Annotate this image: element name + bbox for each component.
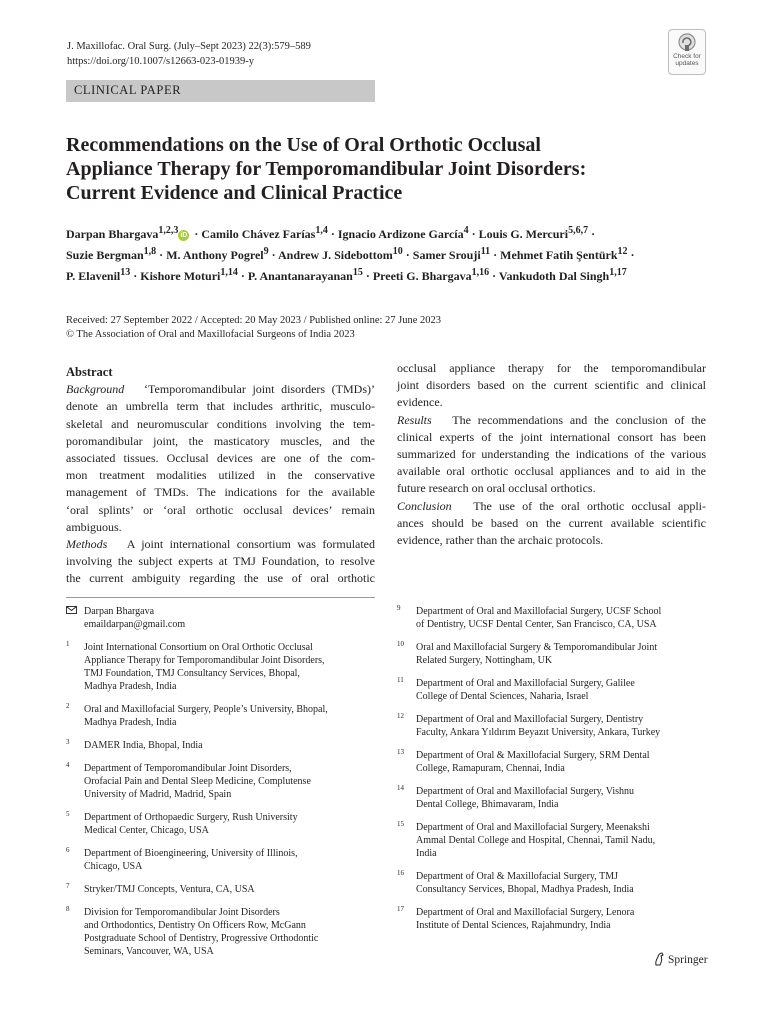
affiliation-line: Dental College, Bhimavaram, India [416, 799, 559, 810]
author-affiliation-sup: 1,8 [143, 246, 157, 257]
author-name[interactable]: Preeti G. Bhargava [372, 269, 472, 283]
author-list [66, 222, 706, 285]
affiliation-line: Chicago, USA [84, 861, 143, 872]
author-affiliation-sup: 10 [392, 246, 403, 257]
affiliation-number: 10 [397, 640, 404, 648]
abstract-line: available oral orthotic occlusal appliances and to aid in the [397, 464, 706, 479]
affiliation-line: Oral and Maxillofacial Surgery, People’s University, Bhopal, [84, 704, 328, 715]
affiliation-line: Postgraduate School of Dentistry, Progressive Orthodontic [84, 933, 319, 944]
affiliation-number: 5 [66, 810, 70, 818]
orcid-icon[interactable]: iD [180, 232, 188, 239]
abstract-line: ances should be based on the current available scientific [397, 515, 706, 530]
affiliation-item [66, 883, 375, 896]
affiliation-line: Institute of Dental Sciences, Rajahmundry, India [416, 920, 611, 931]
abstract-right-column [397, 360, 706, 549]
affiliation-line: Joint International Consortium on Oral Orthotic Occlusal [84, 642, 313, 653]
abstract-line: joint disorders based on the current scientific and clinical [397, 378, 706, 393]
publication-dates [66, 314, 441, 342]
affiliations-left [66, 605, 375, 968]
author-affiliation-sup: 1,2,3 [158, 225, 179, 236]
affiliation-line: Department of Oral and Maxillofacial Surgery, Galilee [416, 678, 635, 689]
affiliation-line: Related Surgery, Nottingham, UK [416, 655, 553, 666]
affiliation-line: Madhya Pradesh, India [84, 717, 177, 728]
affiliation-number: 1 [66, 640, 70, 648]
author-affiliation-sup: 1,16 [471, 267, 490, 278]
affiliation-item [397, 713, 706, 739]
affiliation-number: 3 [66, 738, 70, 746]
methods-label: Methods [66, 537, 108, 552]
affiliation-item [397, 870, 706, 896]
affiliation-number: 15 [397, 820, 404, 828]
author-name[interactable]: Vankudoth Dal Singh [498, 269, 610, 283]
affiliation-line: Department of Oral and Maxillofacial Surgery, Lenora [416, 907, 635, 918]
affiliation-line: Department of Oral & Maxillofacial Surgery, SRM Dental [416, 750, 650, 761]
affiliation-line: Department of Oral and Maxillofacial Surgery, Vishnu [416, 786, 635, 797]
affiliation-line: University of Madrid, Madrid, Spain [84, 789, 232, 800]
abstract-line: mon treatment modalities utilized in the conservative [66, 468, 375, 483]
affiliation-line: of Dentistry, UCSF Dental Center, San Francisco, CA, USA [416, 619, 657, 630]
abstract-line: poromandibular joint, the masticatory muscles, and the [66, 433, 375, 448]
abstract-line: involving the subject experts at TMJ Foundation, to resolve [66, 554, 375, 569]
affiliation-line: Ammal Dental College and Hospital, Chennai, Tamil Nadu, [416, 835, 656, 846]
abstract-heading: Abstract [66, 365, 113, 379]
journal-citation: J. Maxillofac. Oral Surg. (July–Sept 2023) 22(3):579–589 [67, 41, 311, 52]
affiliation-number: 4 [66, 761, 70, 769]
affiliation-item [66, 739, 375, 752]
affiliation-number: 13 [397, 748, 404, 756]
affiliations-right [397, 605, 706, 942]
affiliation-line: Department of Oral and Maxillofacial Surgery, UCSF School [416, 606, 662, 617]
abstract-line: clinical experts of the joint international consort has been [397, 429, 706, 444]
affiliation-item [397, 605, 706, 631]
abstract-line: The use of the oral orthotic occlusal appli- [473, 498, 706, 513]
author-affiliation-sup: 1,17 [609, 267, 627, 278]
abstract-line: ambiguous. [66, 519, 122, 534]
section-label: CLINICAL PAPER [74, 83, 182, 97]
affiliation-line: College, Ramapuram, Chennai, India [416, 763, 565, 774]
abstract-line: ‘Temporomandibular joint disorders (TMDs)’ [144, 382, 375, 397]
affiliation-line: Seminars, Vancouver, WA, USA [84, 946, 214, 957]
affiliation-line: Medical Center, Chicago, USA [84, 825, 209, 836]
affiliation-line: Stryker/TMJ Concepts, Ventura, CA, USA [84, 884, 255, 895]
abstract-line: management of TMDs. The indications for the available [66, 485, 375, 500]
author-name[interactable]: Kishore Moturi [140, 269, 221, 283]
results-label: Results [397, 412, 432, 427]
affiliation-line: Division for Temporomandibular Joint Disorders [84, 907, 280, 918]
journal-header [67, 40, 311, 69]
author-name[interactable]: Samer Srouji [412, 248, 481, 262]
abstract-line: ‘oral splints’ or ‘oral orthotic occlusal devices’ remain [66, 502, 375, 517]
affiliation-number: 7 [66, 882, 70, 890]
author-name[interactable]: Andrew J. Sidebottom [277, 248, 393, 262]
abstract-line: future research on oral occlusal orthotics. [397, 481, 596, 496]
affiliation-line: Orofacial Pain and Dental Sleep Medicine, Complutense [84, 776, 311, 787]
affiliation-number: 8 [66, 905, 70, 913]
abstract-line: associated tissues. Occlusal devices are one of the com- [66, 451, 375, 466]
corresponding-author-email[interactable]: emaildarpan@gmail.com [84, 619, 186, 630]
author-name[interactable]: Darpan Bhargava [66, 227, 159, 241]
affiliation-item [397, 906, 706, 932]
affiliation-line: Oral and Maxillofacial Surgery & Temporomandibular Joint [416, 642, 658, 653]
abstract-line: the current ambiguity regarding the use of oral orthotic [66, 571, 375, 586]
author-name[interactable]: M. Anthony Pogrel [166, 248, 264, 262]
author-affiliation-sup: 12 [617, 246, 628, 257]
abstract-line: evidence. [397, 395, 443, 410]
affiliation-line: Department of Oral and Maxillofacial Surgery, Meenakshi [416, 822, 650, 833]
affiliation-item [397, 785, 706, 811]
author-name[interactable]: Camilo Chávez Farías [201, 227, 316, 241]
author-affiliation-sup: 15 [352, 267, 363, 278]
affiliation-item [66, 847, 375, 873]
author-line: P. Elavenil$^{13}$ · Kishore Moturi$^{1,14}$ · P. Anantanarayanan$^{15}$ · Preeti G. Bhargava$^{1,16}$ · Vankudoth Dal Singh$^{1,17}$ [66, 267, 627, 283]
affiliation-line: College of Dental Sciences, Naharia, Israel [416, 691, 589, 702]
springer-horse-icon [653, 952, 665, 966]
author-affiliation-sup: 1,4 [315, 225, 328, 236]
correspondence-block [66, 605, 375, 631]
author-name[interactable]: P. Elavenil [66, 269, 121, 283]
affiliation-line: Department of Oral and Maxillofacial Surgery, Dentistry [416, 714, 644, 725]
abstract-line: skeletal and neuromuscular conditions involving the tem- [66, 416, 375, 431]
affiliation-number: 17 [397, 905, 404, 913]
affiliation-number: 12 [397, 712, 404, 720]
envelope-icon [66, 606, 77, 614]
check-updates-label-1: Check for [673, 53, 701, 60]
affiliation-item [397, 749, 706, 775]
conclusion-label: Conclusion [397, 498, 452, 513]
history-dates: Received: 27 September 2022 / Accepted: 20 May 2023 / Published online: 27 June 2023 [66, 315, 442, 326]
author-affiliation-sup: 9 [263, 246, 269, 257]
abstract-line: A joint international consortium was formulated [126, 537, 376, 552]
publisher-name: Springer [668, 954, 708, 966]
author-name[interactable]: Suzie Bergman [66, 248, 144, 262]
title-line: Appliance Therapy for Temporomandibular Joint Disorders: [66, 158, 587, 180]
affiliation-line: DAMER India, Bhopal, India [84, 740, 203, 751]
corresponding-author-name: Darpan Bhargava [84, 606, 155, 617]
affiliation-item [397, 641, 706, 667]
abstract-line: denote an umbrella term that includes arthritic, musculo- [66, 399, 375, 414]
author-affiliation-sup: 1,14 [220, 267, 238, 278]
affiliation-item [66, 811, 375, 837]
affiliation-item [66, 762, 375, 801]
author-line: Suzie Bergman$^{1,8}$ · M. Anthony Pogrel$^9$ · Andrew J. Sidebottom$^{10}$ · Samer Srouji$^{11}$ · Mehmet Fatih Şentürk$^{12}$ · [66, 246, 635, 262]
abstract-line: evidence, rather than the archaic protocols. [397, 533, 604, 548]
title-line: Recommendations on the Use of Oral Orthotic Occlusal [66, 134, 541, 156]
affiliation-number: 11 [397, 676, 404, 684]
affiliation-item [66, 641, 375, 693]
footnote-divider [66, 597, 375, 598]
author-line: Darpan Bhargava$^{1,2,3}$ iD · Camilo Chávez Farías$^{1,4}$ · Ignacio Ardizone García$^4$ · Louis G. Mercuri$^{5,6,7}$ · [66, 225, 596, 241]
doi-link[interactable]: https://doi.org/10.1007/s12663-023-01939-y [67, 55, 255, 67]
affiliation-line: Faculty, Ankara Yıldırım Beyazıt University, Ankara, Turkey [416, 727, 661, 738]
affiliation-line: India [416, 848, 437, 859]
author-name[interactable]: Mehmet Fatih Şentürk [500, 248, 618, 262]
author-affiliation-sup: 11 [480, 246, 491, 257]
affiliation-line: Appliance Therapy for Temporomandibular Joint Disorders, [84, 655, 325, 666]
check-updates-icon [678, 33, 696, 53]
affiliation-item [397, 821, 706, 860]
affiliation-number: 14 [397, 784, 404, 792]
background-label: Background [66, 382, 125, 397]
check-updates-label-2: updates [675, 60, 699, 67]
affiliation-number: 6 [66, 846, 70, 854]
affiliation-number: 9 [397, 604, 401, 612]
author-name[interactable]: P. Anantanarayanan [247, 269, 353, 283]
abstract-line: summarized for understanding the indications of the various [397, 447, 706, 462]
abstract-line: The recommendations and the conclusion of the [452, 412, 706, 427]
author-affiliation-sup: 4 [463, 225, 469, 236]
affiliation-number: 2 [66, 702, 70, 710]
author-name[interactable]: Ignacio Ardizone García [337, 227, 464, 241]
affiliation-number: 16 [397, 869, 404, 877]
affiliation-line: Department of Bioengineering, University of Illinois, [84, 848, 298, 859]
author-name[interactable]: Louis G. Mercuri [478, 227, 569, 241]
abstract-left-column [66, 364, 375, 588]
abstract-line: occlusal appliance therapy for the temporomandibular [397, 361, 706, 375]
paper-title [66, 133, 676, 205]
copyright-line: © The Association of Oral and Maxillofacial Surgeons of India 2023 [66, 329, 355, 340]
affiliation-line: Consultancy Services, Bhopal, Madhya Pradesh, India [416, 884, 634, 895]
affiliation-item [66, 906, 375, 958]
section-label-bar [66, 80, 375, 102]
affiliation-line: Department of Oral & Maxillofacial Surgery, TMJ [416, 871, 618, 882]
publisher-logo [653, 952, 708, 966]
affiliation-line: Department of Orthopaedic Surgery, Rush University [84, 812, 298, 823]
affiliation-line: Department of Temporomandibular Joint Disorders, [84, 763, 292, 774]
affiliation-line: Madhya Pradesh, India [84, 681, 177, 692]
author-affiliation-sup: 13 [120, 267, 131, 278]
affiliation-item [397, 677, 706, 703]
affiliation-item [66, 703, 375, 729]
title-line: Current Evidence and Clinical Practice [66, 182, 403, 204]
affiliation-line: TMJ Foundation, TMJ Consultancy Services, Bhopal, [84, 668, 300, 679]
author-affiliation-sup: 5,6,7 [568, 225, 589, 236]
check-for-updates-badge[interactable] [668, 29, 706, 75]
affiliation-line: and Orthodontics, Dentistry On Officers Row, McGann [84, 920, 306, 931]
